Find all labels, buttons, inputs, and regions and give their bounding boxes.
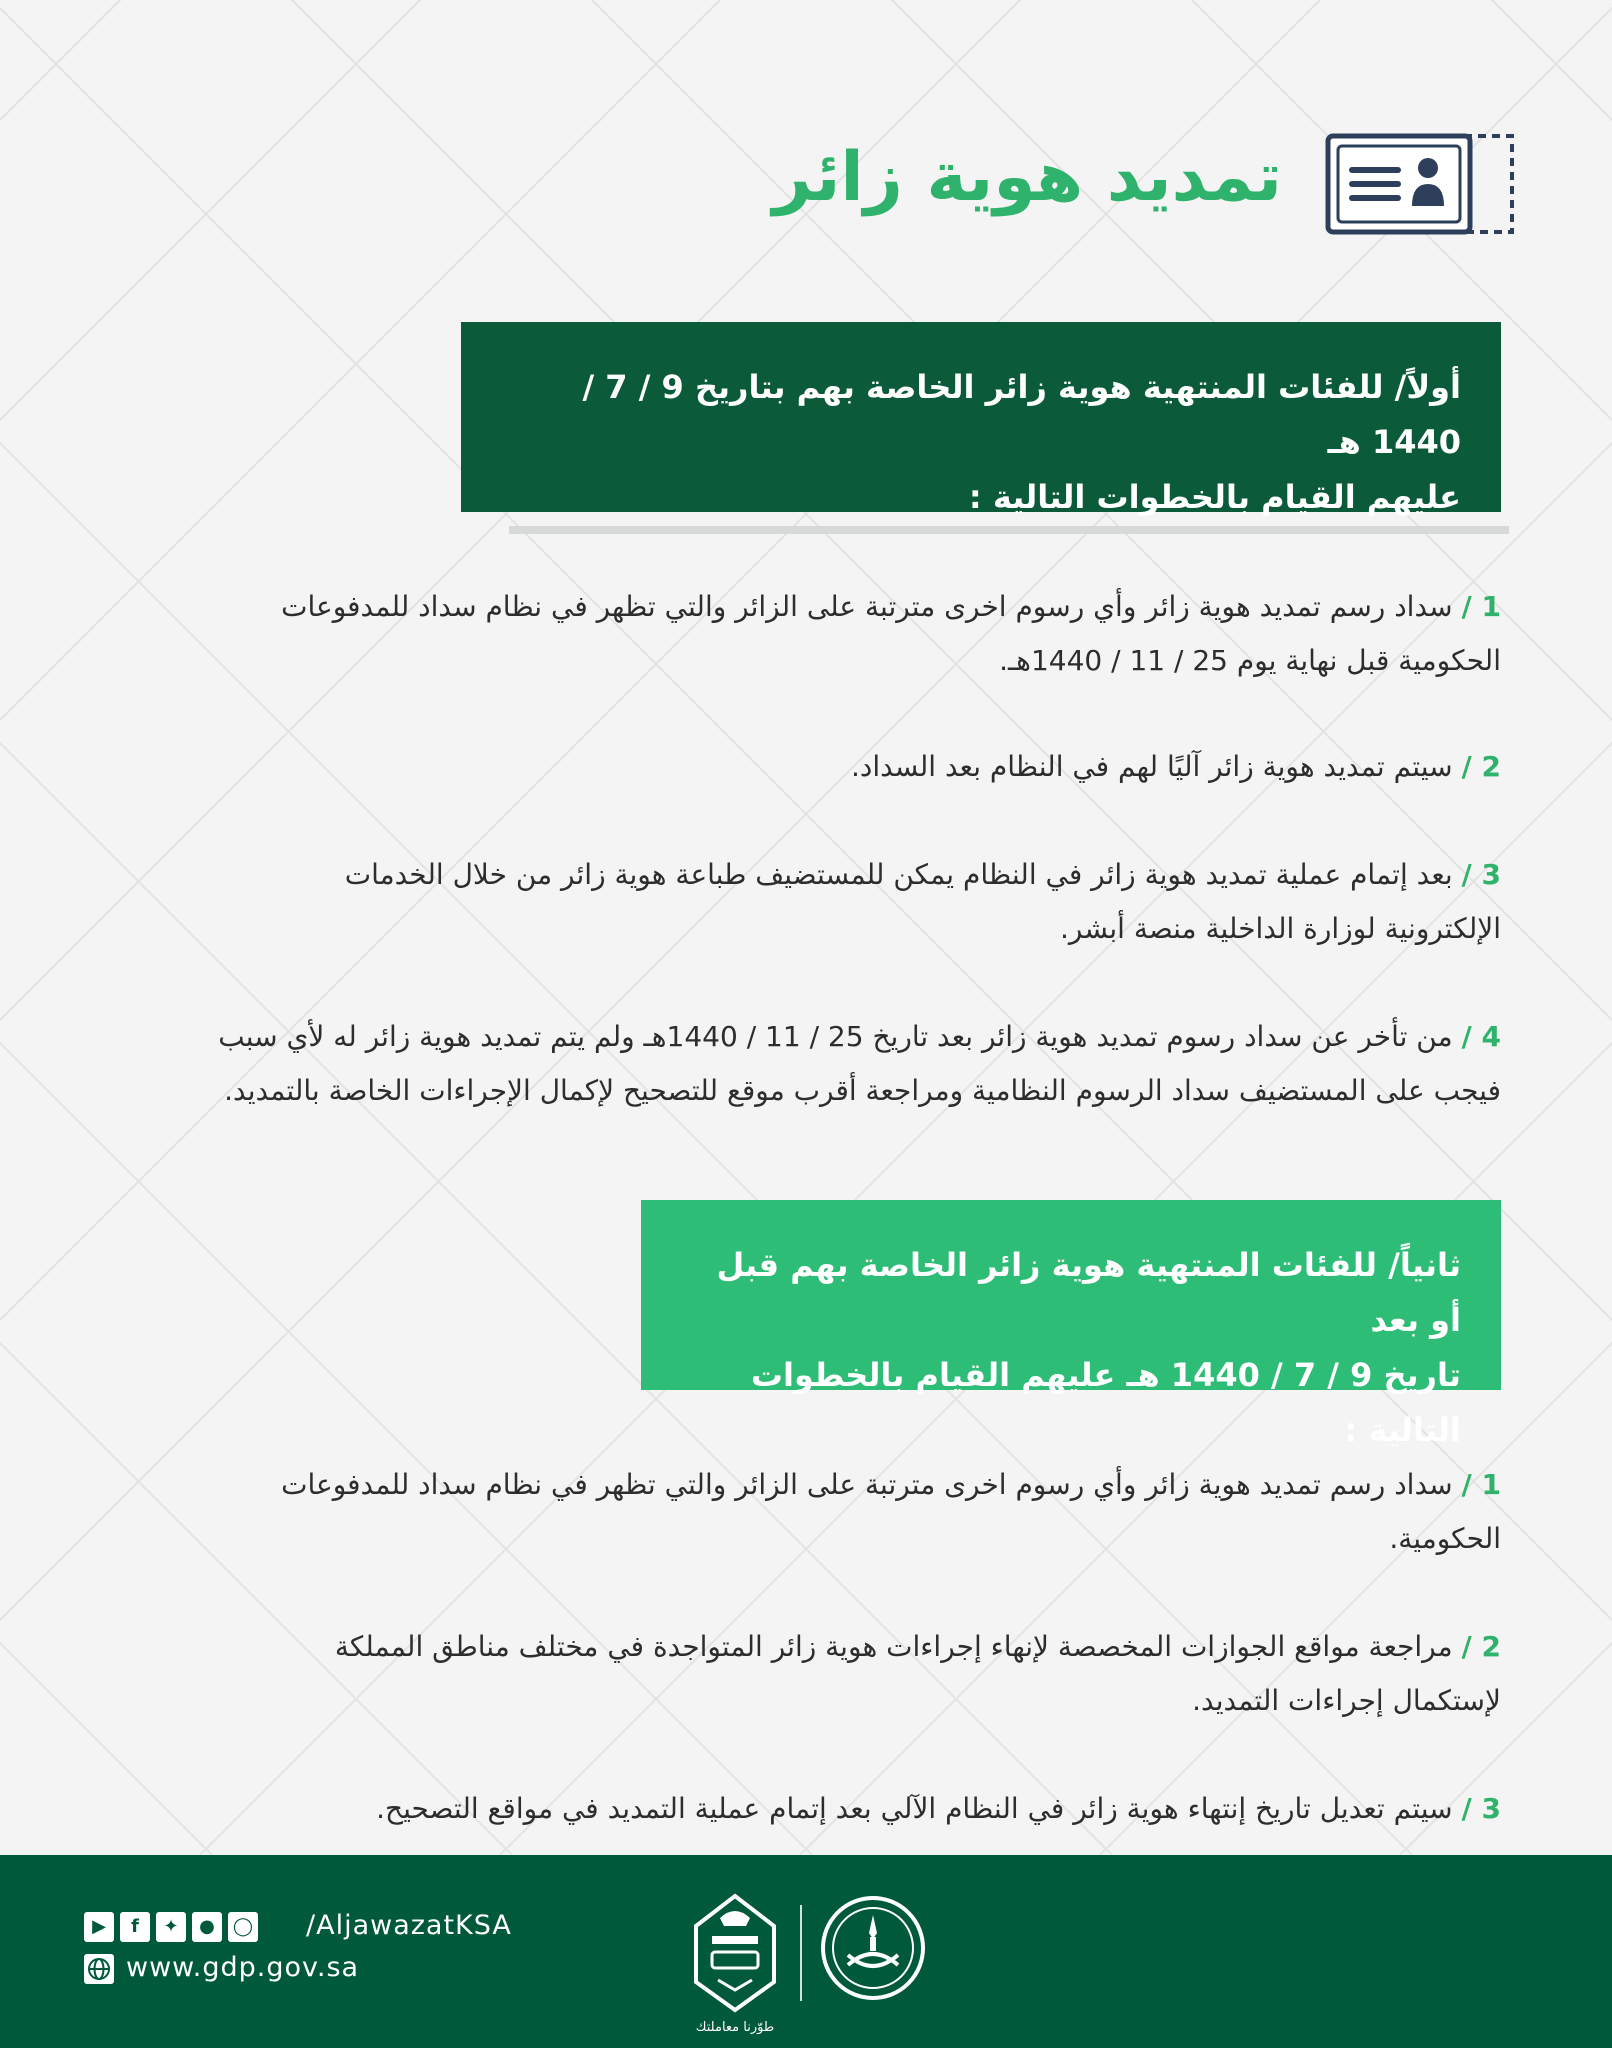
item-number: 3 / <box>1461 858 1501 891</box>
section2-heading-text: للفئات المنتهية هوية زائر الخاصة بهم قبل أو بعد <box>716 1246 1461 1339</box>
twitter-icon[interactable]: ✦ <box>156 1912 186 1942</box>
section1-heading-line1 <box>501 360 1461 470</box>
item-text-continued: فيجب على المستضيف سداد الرسوم النظامية ومراجعة أقرب موقع للتصحيح لإكمال الإجراءات الخاصة بالتمديد. <box>224 1074 1501 1107</box>
section2-heading-line2: تاريخ 9 / 7 / 1440 هـ عليهم القيام بالخطوات التالية : <box>750 1356 1461 1449</box>
website-link[interactable]: www.gdp.gov.sa <box>126 1952 360 1983</box>
item-number: 2 / <box>1461 1630 1501 1663</box>
item-number: 3 / <box>1461 1792 1501 1825</box>
list-item <box>81 740 1501 794</box>
facebook-icon[interactable]: f <box>120 1912 150 1942</box>
globe-icon <box>84 1954 114 1984</box>
item-number: 1 / <box>1461 590 1501 623</box>
social-handle[interactable]: /AljawazatKSA <box>306 1910 512 1941</box>
list-item <box>81 1010 1501 1118</box>
item-text: من تأخر عن سداد رسوم تمديد هوية زائر بعد تاريخ 25 / 11 / 1440هـ ولم يتم تمديد هوية زائر له لأي سبب <box>218 1020 1453 1053</box>
list-item <box>81 848 1501 956</box>
item-text-continued: لإستكمال إجراءات التمديد. <box>1192 1684 1501 1717</box>
section1-heading-text: للفئات المنتهية هوية زائر الخاصة بهم بتاريخ 9 / 7 / 1440 هـ <box>582 368 1461 461</box>
snapchat-icon[interactable]: ● <box>192 1912 222 1942</box>
item-number: 4 / <box>1461 1020 1501 1053</box>
item-text: سيتم تمديد هوية زائر آليًا لهم في النظام بعد السداد. <box>850 750 1453 783</box>
item-text: مراجعة مواقع الجوازات المخصصة لإنهاء إجراءات هوية زائر المتواجدة في مختلف مناطق المملكة <box>334 1630 1453 1663</box>
slogan: طوّرنا معاملتك <box>695 2020 775 2035</box>
item-text-continued: الإلكترونية لوزارة الداخلية منصة أبشر. <box>1060 912 1501 945</box>
section2-lead: ثانياً/ <box>1388 1246 1461 1284</box>
jawazat-logo <box>690 1890 780 2020</box>
item-number: 1 / <box>1461 1468 1501 1501</box>
item-text: سداد رسم تمديد هوية زائر وأي رسوم اخرى مترتبة على الزائر والتي تظهر في نظام سداد للمدفوعات <box>281 590 1453 623</box>
section1-underline <box>509 526 1509 534</box>
item-text-continued: الحكومية. <box>1389 1522 1501 1555</box>
instagram-icon[interactable]: ◯ <box>228 1912 258 1942</box>
social-icons <box>84 1912 304 1946</box>
item-text: سداد رسم تمديد هوية زائر وأي رسوم اخرى مترتبة على الزائر والتي تظهر في نظام سداد للمدفوعات <box>281 1468 1453 1501</box>
item-text: بعد إتمام عملية تمديد هوية زائر في النظام يمكن للمستضيف طباعة هوية زائر من خلال الخدمات <box>344 858 1453 891</box>
page-title: تمديد هوية زائر <box>772 138 1282 217</box>
section1-heading-line2: عليهم القيام بالخطوات التالية : <box>968 478 1461 516</box>
item-text-continued: الحكومية قبل نهاية يوم 25 / 11 / 1440هـ. <box>999 644 1501 677</box>
ministry-emblem-logo <box>818 1893 928 2003</box>
section2-box <box>641 1200 1501 1449</box>
list-item <box>81 580 1501 688</box>
list-item <box>81 1458 1501 1566</box>
section1-box <box>461 322 1501 516</box>
list-item <box>81 1782 1501 1836</box>
youtube-icon[interactable]: ▶ <box>84 1912 114 1942</box>
footer-divider <box>800 1905 802 2001</box>
id-card-icon <box>1320 128 1520 238</box>
list-item <box>81 1620 1501 1728</box>
section1-lead: أولاً/ <box>1394 368 1461 406</box>
item-number: 2 / <box>1461 750 1501 783</box>
item-text: سيتم تعديل تاريخ إنتهاء هوية زائر في النظام الآلي بعد إتمام عملية التمديد في مواقع التصحيح. <box>376 1792 1453 1825</box>
section2-heading-line1 <box>681 1238 1461 1348</box>
